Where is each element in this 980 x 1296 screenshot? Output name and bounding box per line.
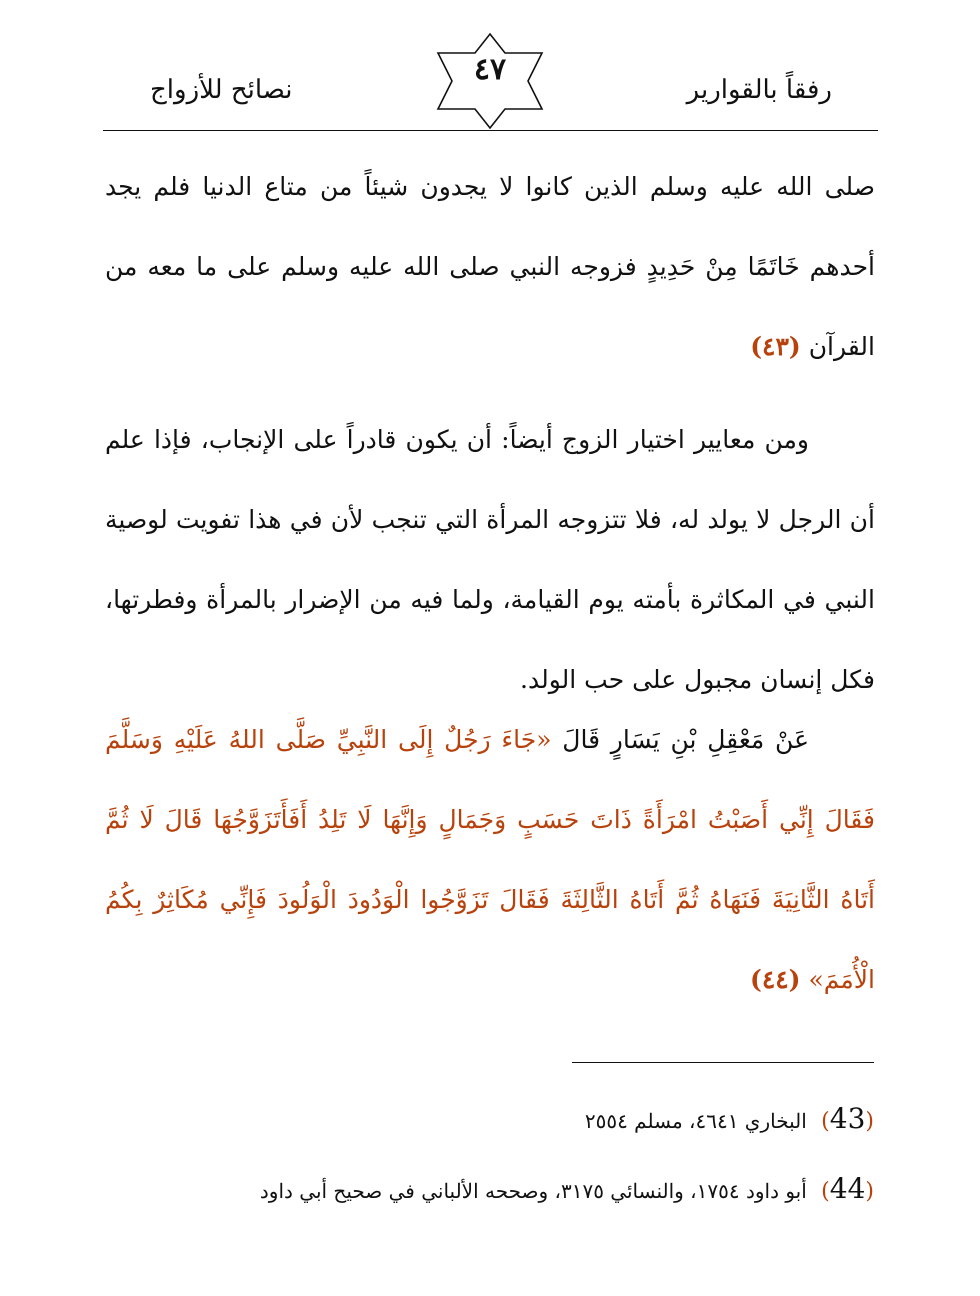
- hadith-narrator: عَنْ مَعْقِلِ بْنِ يَسَارٍ قَالَ: [562, 725, 809, 754]
- header-divider: [103, 130, 878, 131]
- footnote-divider: [572, 1062, 874, 1063]
- page-number: ٤٧: [473, 52, 507, 87]
- footnote-number: (44): [821, 1172, 874, 1205]
- book-title: رفقاً بالقوارير: [686, 75, 832, 105]
- footnote-number: (43): [821, 1102, 874, 1135]
- paragraph-1-text: صلى الله عليه وسلم الذين كانوا لا يجدون شيئاً من متاع الدنيا فلم يجد أحدهم خَاتَمًا مِنْ حَدِيدٍ فزوجه النبي صلى الله عليه وسلم على ما معه من القرآن: [105, 172, 875, 361]
- section-title: نصائح للأزواج: [150, 75, 293, 105]
- paragraph-1: [105, 147, 875, 387]
- footnote-ref-43[interactable]: (٤٣): [750, 332, 801, 361]
- paragraph-2: [105, 400, 875, 720]
- page-header: [0, 0, 980, 135]
- footnote-text: البخاري ٤٦٤١، مسلم ٢٥٥٤: [584, 1109, 807, 1133]
- footnote-text: أبو داود ١٧٥٤، والنسائي ٣١٧٥، وصححه الألباني في صحيح أبي داود: [259, 1179, 807, 1203]
- paragraph-2-text: ومن معايير اختيار الزوج أيضاً: أن يكون قادراً على الإنجاب، فإذا علم أن الرجل لا يولد له، فلا تتزوجه المرأة التي تنجب لأن في هذا تفويت لوصية النبي في المكاثرة بأمته يوم القيامة، ولما فيه من الإضرار بالمرأة وفطرتها، فكل إنسان مجبول على حب الولد.: [105, 425, 875, 694]
- hadith-text: «جَاءَ رَجُلٌ إِلَى النَّبِيِّ صَلَّى اللهُ عَلَيْهِ وَسَلَّمَ فَقَالَ إِنِّي أَصَبْتُ امْرَأَةً ذَاتَ حَسَبٍ وَجَمَالٍ وَإِنَّهَا لَا تَلِدُ أَفَأَتَزَوَّجُهَا قَالَ لَا ثُمَّ أَتَاهُ الثَّانِيَةَ فَنَهَاهُ ثُمَّ أَتَاهُ الثَّالِثَةَ فَقَالَ تَزَوَّجُوا الْوَدُودَ الْوَلُودَ فَإِنِّي مُكَاثِرٌ بِكُمُ الْأُمَمَ»: [105, 725, 875, 994]
- hadith-paragraph: [105, 700, 875, 1020]
- footnote-ref-44[interactable]: (٤٤): [749, 965, 801, 994]
- footnote-43: [104, 1102, 874, 1135]
- footnote-44: [104, 1172, 874, 1205]
